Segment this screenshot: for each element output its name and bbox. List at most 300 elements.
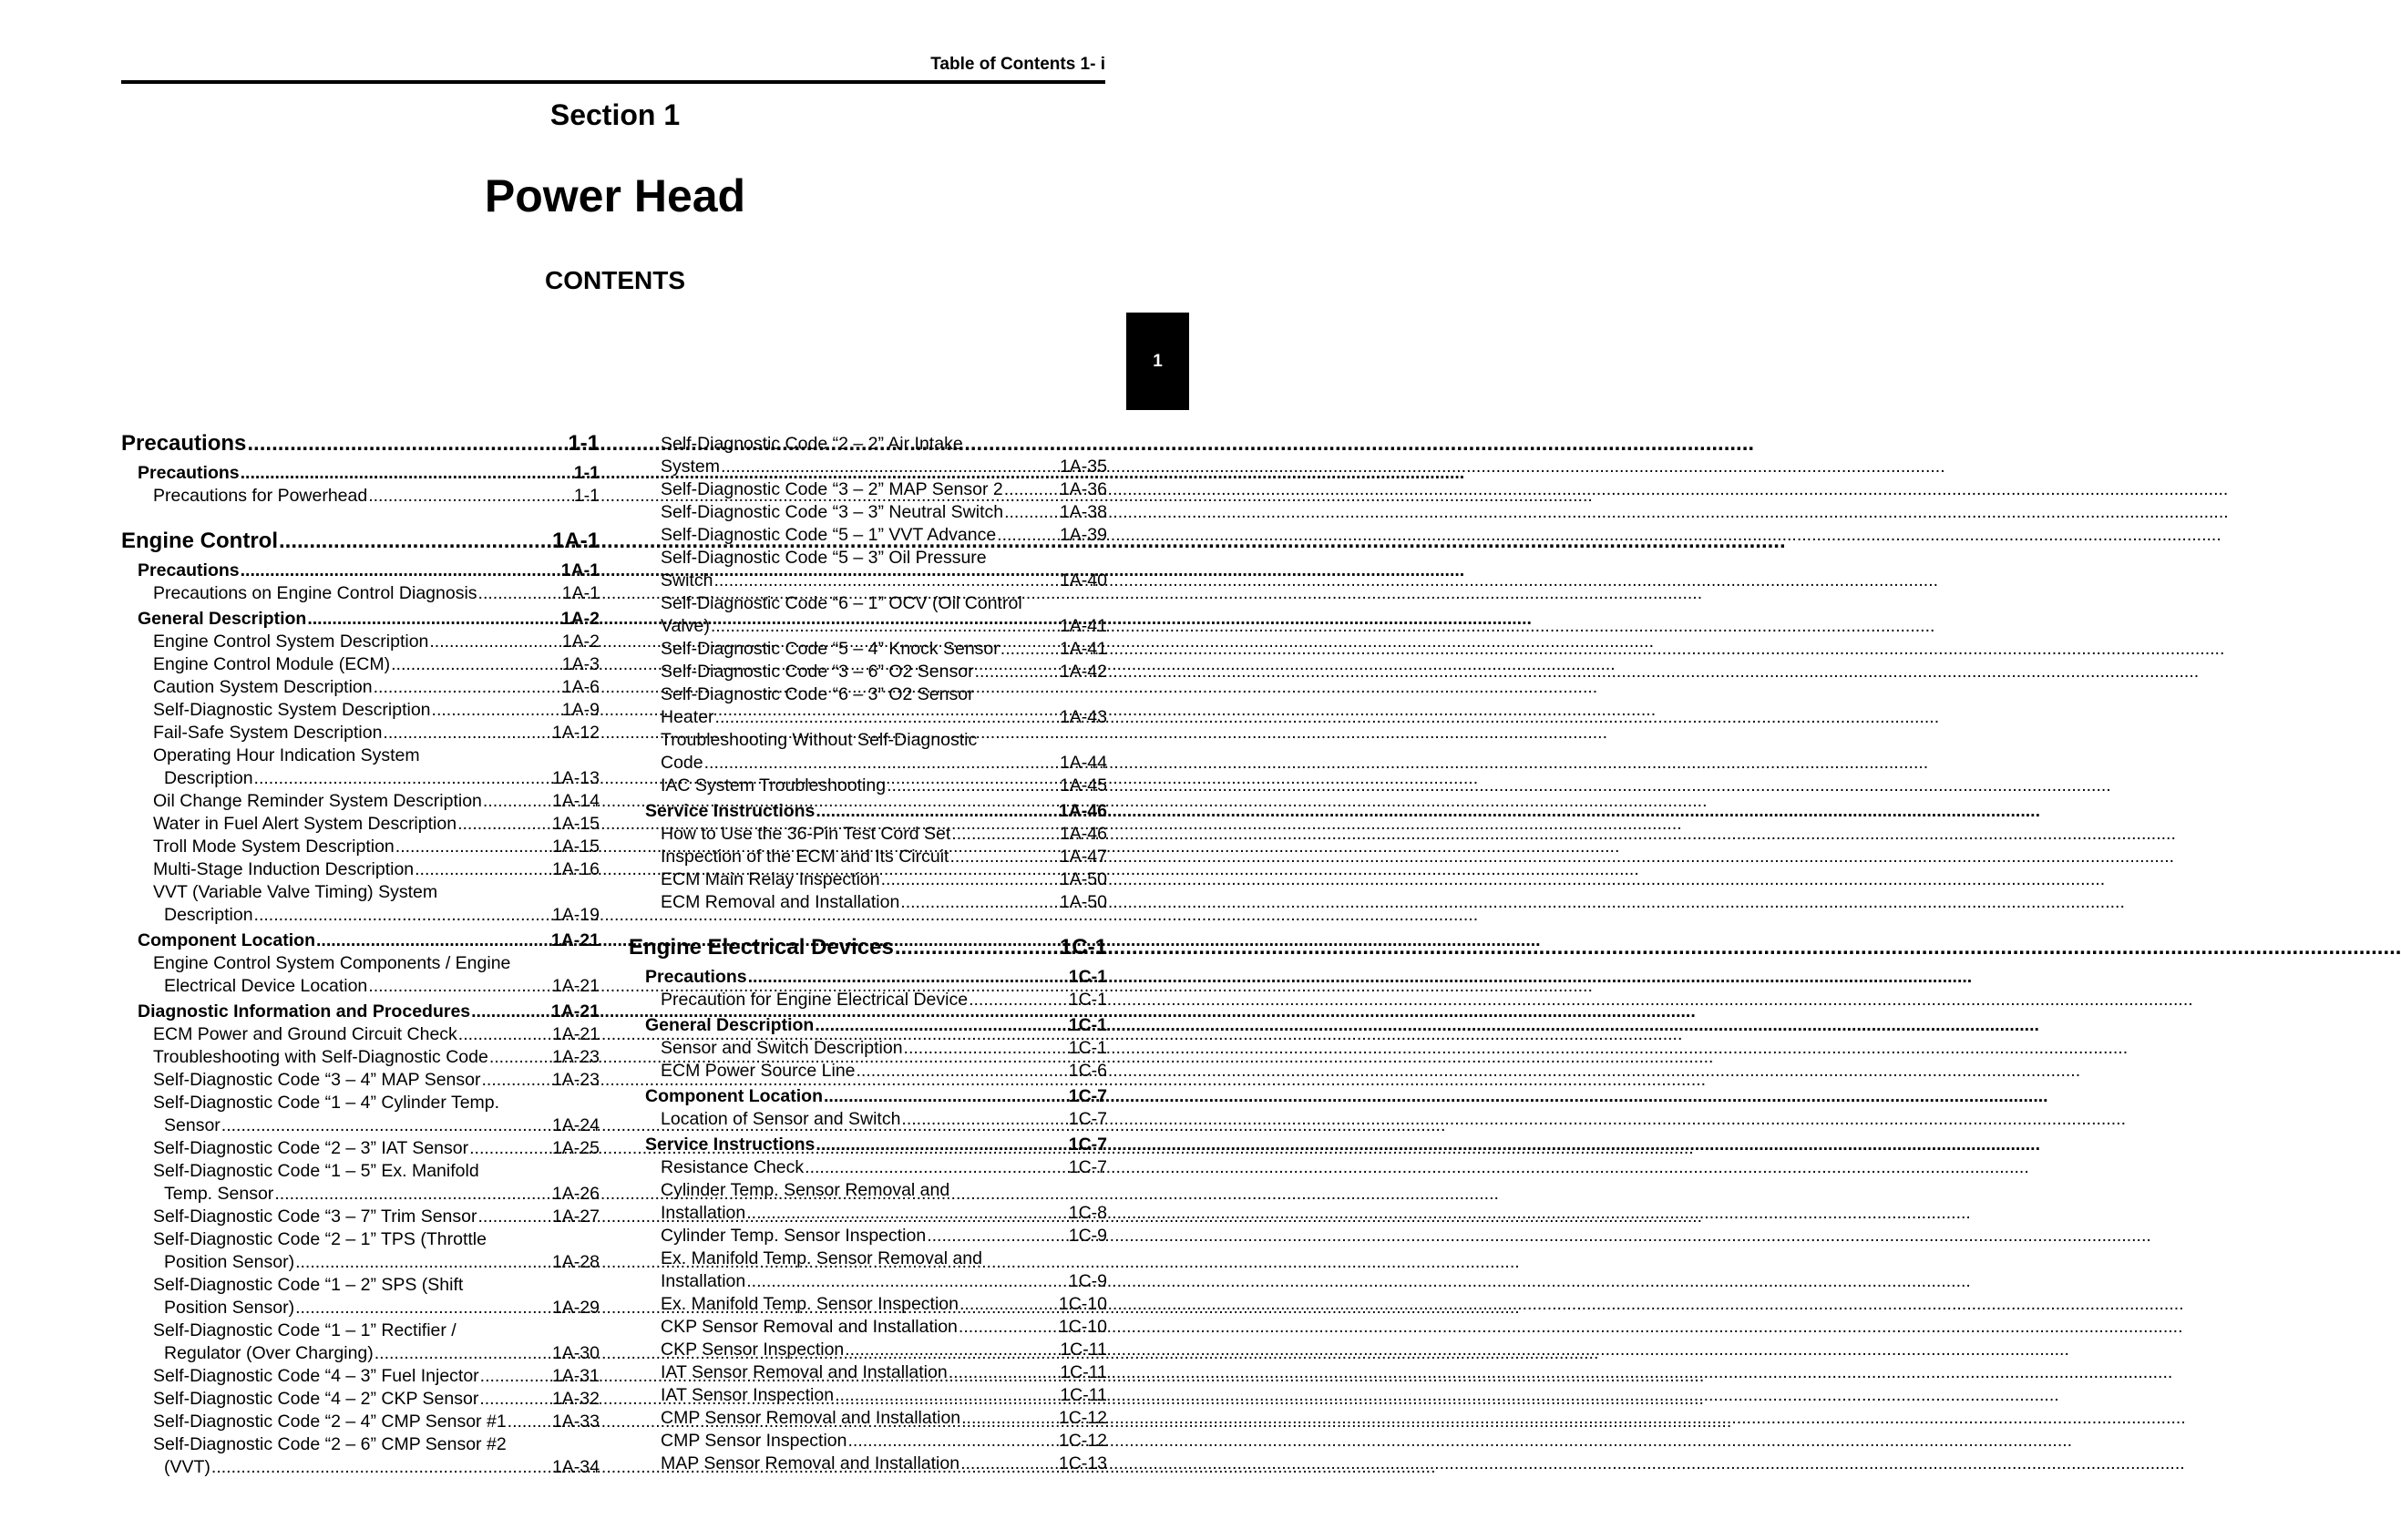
toc-entry-title: Self-Diagnostic Code “1 – 4” Cylinder Temp. xyxy=(153,1093,500,1113)
contents-heading: CONTENTS xyxy=(545,266,685,294)
toc-entry-page: 1A-31 xyxy=(551,1366,600,1386)
toc-entry-title: Inspection of the ECM and Its Circuit xyxy=(661,847,949,867)
toc-entry-page: 1A-46 xyxy=(1058,801,1107,821)
toc-entry-title: Engine Electrical Devices xyxy=(629,935,894,960)
dot-leader xyxy=(844,1339,1060,1361)
toc-entry[interactable] xyxy=(629,1225,1107,1247)
toc-entry[interactable] xyxy=(121,1342,600,1365)
toc-entry-continuation: Switch xyxy=(661,570,713,590)
dot-leader xyxy=(457,813,552,836)
toc-entry-title: ECM Removal and Installation xyxy=(661,892,900,912)
toc-entry[interactable] xyxy=(629,1085,1107,1108)
toc-entry-page: 1A-36 xyxy=(1059,479,1107,499)
toc-entry[interactable] xyxy=(121,631,600,653)
toc-entry[interactable] xyxy=(121,836,600,858)
dot-leader xyxy=(720,456,1060,478)
toc-entry-title: Self-Diagnostic Code “6 – 3” O2 Sensor xyxy=(661,684,974,704)
dot-leader xyxy=(926,1225,1069,1247)
toc-entry-title: Self-Diagnostic Code “4 – 3” Fuel Injector xyxy=(153,1366,479,1386)
dot-leader xyxy=(373,676,562,699)
toc-entry[interactable] xyxy=(629,1014,1107,1037)
dot-leader xyxy=(823,1085,1069,1108)
toc-entry-title: Self-Diagnostic Code “1 – 2” SPS (Shift xyxy=(153,1275,464,1295)
toc-entry[interactable] xyxy=(629,1453,1107,1475)
toc-entry[interactable] xyxy=(629,1407,1107,1430)
dot-leader xyxy=(1003,478,1060,501)
toc-entry-title: Precautions xyxy=(138,463,240,483)
toc-entry-page: 1A-2 xyxy=(561,631,600,652)
toc-entry-page: 1A-33 xyxy=(551,1412,600,1432)
toc-entry-page: 1A-27 xyxy=(551,1206,600,1227)
dot-leader xyxy=(886,775,1060,797)
dot-leader xyxy=(306,608,560,631)
dot-leader xyxy=(246,428,568,459)
toc-entry-page: 1C-1 xyxy=(1068,967,1107,987)
toc-entry-title: Caution System Description xyxy=(153,677,373,697)
toc-entry-continuation: Heater xyxy=(661,707,714,727)
toc-entry[interactable] xyxy=(121,813,600,836)
dot-leader xyxy=(253,767,552,790)
toc-entry-title: Component Location xyxy=(645,1086,823,1106)
toc-entry[interactable] xyxy=(121,1251,600,1274)
section-tab: 1 xyxy=(1126,313,1189,410)
toc-entry-title: Service Instructions xyxy=(645,1134,816,1155)
toc-entry-title: Troubleshooting with Self-Diagnostic Code xyxy=(153,1047,488,1067)
toc-entry-title: Self-Diagnostic Code “3 – 6” O2 Sensor xyxy=(661,662,974,682)
toc-entry[interactable] xyxy=(121,858,600,881)
dot-leader xyxy=(815,800,1058,823)
toc-entry-title: IAT Sensor Removal and Installation xyxy=(661,1362,948,1382)
toc-entry-page: 1C-13 xyxy=(1058,1453,1107,1473)
dot-leader xyxy=(273,1183,552,1206)
toc-entry-title: Self-Diagnostic Code “3 – 3” Neutral Switch xyxy=(661,502,1004,522)
toc-entry[interactable] xyxy=(629,1156,1107,1179)
toc-entry-title: Ex. Manifold Temp. Sensor Inspection xyxy=(661,1294,959,1314)
dot-leader xyxy=(479,1365,552,1388)
toc-entry[interactable] xyxy=(121,929,600,952)
toc-entry[interactable] xyxy=(121,653,600,676)
toc-entry-title: Fail-Safe System Description xyxy=(153,723,383,743)
toc-entry-page: 1A-23 xyxy=(551,1047,600,1067)
dot-leader xyxy=(974,661,1060,683)
dot-leader xyxy=(482,790,552,813)
dot-leader xyxy=(958,1316,1059,1339)
dot-leader xyxy=(240,462,574,485)
dot-leader xyxy=(834,1384,1060,1407)
toc-entry-title: Self-Diagnostic Code “5 – 3” Oil Pressure xyxy=(661,548,987,568)
toc-entry-page: 1C-1 xyxy=(1068,1038,1107,1058)
dot-leader xyxy=(714,706,1060,729)
dot-leader xyxy=(480,1069,551,1092)
toc-entry-page: 1A-38 xyxy=(1059,502,1107,522)
toc-entry-continuation: Installation xyxy=(661,1271,746,1291)
toc-entry-title: Self-Diagnostic Code “3 – 7” Trim Sensor xyxy=(153,1206,477,1227)
toc-entry-page: 1A-21 xyxy=(551,976,600,996)
toc-entry-page: 1A-19 xyxy=(551,905,600,925)
toc-entry-title: CMP Sensor Removal and Installation xyxy=(661,1408,961,1428)
toc-entry-page: 1A-39 xyxy=(1059,525,1107,545)
toc-entry[interactable] xyxy=(121,1001,600,1023)
toc-entry-page: 1A-26 xyxy=(551,1184,600,1204)
toc-entry-title: Water in Fuel Alert System Description xyxy=(153,814,457,834)
toc-entry[interactable] xyxy=(121,1023,600,1046)
dot-leader xyxy=(477,1206,551,1228)
toc-entry-title: Ex. Manifold Temp. Sensor Removal and xyxy=(661,1248,982,1268)
toc-entry-continuation: Position Sensor) xyxy=(164,1252,295,1272)
toc-entry[interactable] xyxy=(121,1456,600,1479)
toc-entry-continuation: Temp. Sensor xyxy=(164,1184,274,1204)
toc-entry-title: Self-Diagnostic Code “2 – 1” TPS (Throttle xyxy=(153,1229,487,1249)
header-rule xyxy=(121,80,1105,84)
toc-entry[interactable] xyxy=(629,1060,1107,1083)
toc-entry-title: Precautions on Engine Control Diagnosis xyxy=(153,583,477,603)
dot-leader xyxy=(950,823,1060,846)
toc-entry-title: Troll Mode System Description xyxy=(153,837,395,857)
toc-entry-title: Precautions xyxy=(138,560,240,580)
toc-entry[interactable] xyxy=(629,1202,1107,1225)
toc-entry-title: Resistance Check xyxy=(661,1157,805,1177)
toc-entry[interactable] xyxy=(121,485,600,508)
toc-entry-page: 1A-41 xyxy=(1059,639,1107,659)
toc-entry-continuation: Position Sensor) xyxy=(164,1298,295,1318)
toc-entry-page: 1C-11 xyxy=(1060,1385,1107,1405)
toc-entry-page: 1A-23 xyxy=(551,1070,600,1090)
toc-entry-title: Engine Control Module (ECM) xyxy=(153,654,391,674)
dot-leader xyxy=(468,1137,552,1160)
toc-entry-page: 1C-10 xyxy=(1058,1294,1107,1314)
toc-entry-page: 1C-12 xyxy=(1058,1408,1107,1428)
toc-entry-page: 1A-1 xyxy=(560,560,600,580)
toc-entry-page: 1A-16 xyxy=(551,859,600,879)
dot-leader xyxy=(804,1156,1069,1179)
toc-entry-continuation: Valve) xyxy=(661,616,710,636)
toc-entry-page: 1C-11 xyxy=(1060,1362,1107,1382)
toc-entry-title: Location of Sensor and Switch xyxy=(661,1109,901,1129)
toc-entry[interactable] xyxy=(629,1293,1107,1316)
toc-entry[interactable] xyxy=(121,428,600,459)
toc-entry[interactable] xyxy=(121,1297,600,1319)
toc-entry[interactable] xyxy=(121,1114,600,1137)
toc-entry-title: Engine Control xyxy=(121,529,278,553)
toc-entry-continuation: Sensor xyxy=(164,1115,221,1135)
dot-leader xyxy=(903,1037,1069,1060)
toc-entry[interactable] xyxy=(121,582,600,605)
toc-entry[interactable] xyxy=(629,775,1107,797)
toc-entry[interactable] xyxy=(629,1339,1107,1361)
toc-entry[interactable] xyxy=(121,1183,600,1206)
toc-entry[interactable] xyxy=(629,823,1107,846)
toc-entry-title: IAT Sensor Inspection xyxy=(661,1385,835,1405)
toc-entry[interactable] xyxy=(629,1361,1107,1384)
toc-entry-page: 1C-9 xyxy=(1068,1226,1107,1246)
dot-leader xyxy=(948,1361,1061,1384)
toc-entry[interactable] xyxy=(629,989,1107,1011)
dot-leader xyxy=(703,752,1060,775)
toc-entry-page: 1C-7 xyxy=(1068,1109,1107,1129)
toc-entry[interactable] xyxy=(629,501,1107,524)
toc-entry-title: Precaution for Engine Electrical Device xyxy=(661,990,969,1010)
dot-leader xyxy=(253,904,552,927)
toc-entry[interactable] xyxy=(629,638,1107,661)
dot-leader xyxy=(814,1014,1068,1037)
toc-entry-page: 1A-41 xyxy=(1059,616,1107,636)
toc-entry[interactable] xyxy=(629,800,1107,823)
toc-entry-title: Precautions xyxy=(645,967,747,987)
toc-entry[interactable] xyxy=(629,891,1107,914)
toc-entry-title: ECM Main Relay Inspection xyxy=(661,869,880,889)
toc-entry[interactable] xyxy=(629,706,1107,729)
toc-entry[interactable] xyxy=(629,1270,1107,1293)
toc-entry-page: 1A-9 xyxy=(561,700,600,720)
dot-leader xyxy=(959,1453,1059,1475)
toc-entry[interactable] xyxy=(629,570,1107,592)
toc-entry-page: 1A-28 xyxy=(551,1252,600,1272)
section-title: Power Head xyxy=(484,170,746,221)
toc-entry-page: 1C-7 xyxy=(1068,1086,1107,1106)
toc-entry-title: CMP Sensor Inspection xyxy=(661,1431,847,1451)
dot-leader xyxy=(294,1297,552,1319)
dot-leader xyxy=(1003,501,1060,524)
dot-leader xyxy=(713,570,1060,592)
dot-leader xyxy=(478,1388,552,1411)
toc-entry-page: 1-1 xyxy=(568,431,600,456)
dot-leader xyxy=(960,1407,1059,1430)
toc-entry-title: Self-Diagnostic Code “2 – 3” IAT Sensor xyxy=(153,1138,469,1158)
section-label: Section 1 xyxy=(549,98,681,131)
toc-entry-title: Engine Control System Components / Engine xyxy=(153,953,511,973)
dot-leader xyxy=(959,1293,1059,1316)
toc-entry-title: Service Instructions xyxy=(645,801,816,821)
toc-entry-title: Self-Diagnostic Code “1 – 5” Ex. Manifold xyxy=(153,1161,479,1181)
toc-entry-page: 1A-25 xyxy=(551,1138,600,1158)
toc-entry-page: 1C-9 xyxy=(1068,1271,1107,1291)
toc-entry-page: 1C-1 xyxy=(1059,935,1107,960)
toc-entry[interactable] xyxy=(121,975,600,998)
toc-entry[interactable] xyxy=(629,1134,1107,1156)
toc-entry-page: 1A-13 xyxy=(551,768,600,788)
toc-entry-page: 1C-7 xyxy=(1068,1134,1107,1155)
dot-leader xyxy=(847,1430,1059,1453)
toc-entry-title: ECM Power Source Line xyxy=(661,1061,856,1081)
toc-entry-title: Troubleshooting Without Self-Diagnostic xyxy=(661,730,978,750)
dot-leader xyxy=(949,846,1059,868)
toc-entry-title: Component Location xyxy=(138,930,315,950)
toc-entry-title: Engine Control System Description xyxy=(153,631,429,652)
toc-entry[interactable] xyxy=(629,752,1107,775)
toc-entry[interactable] xyxy=(629,868,1107,891)
toc-entry-page: 1C-6 xyxy=(1068,1061,1107,1081)
dot-leader xyxy=(457,1023,552,1046)
toc-entry-page: 1A-24 xyxy=(551,1115,600,1135)
toc-entry-title: VVT (Variable Valve Timing) System xyxy=(153,882,438,902)
toc-entry-title: Self-Diagnostic Code “5 – 4” Knock Sensor xyxy=(661,639,1000,659)
toc-entry[interactable] xyxy=(121,462,600,485)
toc-entry-page: 1A-21 xyxy=(551,1024,600,1044)
toc-entry-page: 1A-6 xyxy=(561,677,600,697)
toc-entry-page: 1A-46 xyxy=(1059,824,1107,844)
toc-entry-page: 1A-44 xyxy=(1059,753,1107,773)
dot-leader xyxy=(414,858,552,881)
dot-leader xyxy=(431,699,562,722)
toc-entry-page: 1A-42 xyxy=(1059,662,1107,682)
toc-entry-title: Self-Diagnostic Code “3 – 2” MAP Sensor 2 xyxy=(661,479,1003,499)
dot-leader xyxy=(747,966,1069,989)
toc-entry[interactable] xyxy=(629,1384,1107,1407)
toc-entry-page: 1A-50 xyxy=(1059,892,1107,912)
dot-leader xyxy=(710,615,1060,638)
toc-entry-page: 1A-43 xyxy=(1059,707,1107,727)
toc-entry-page: 1A-12 xyxy=(551,723,600,743)
toc-entry-page: 1A-3 xyxy=(561,654,600,674)
dot-leader xyxy=(900,1108,1068,1131)
dot-leader xyxy=(507,1411,552,1433)
toc-entry-page: 1A-45 xyxy=(1059,775,1107,796)
toc-entry[interactable] xyxy=(121,1388,600,1411)
dot-leader xyxy=(278,526,552,557)
toc-entry[interactable] xyxy=(121,526,600,557)
toc-entry-title: Cylinder Temp. Sensor Removal and xyxy=(661,1180,950,1200)
toc-entry[interactable] xyxy=(121,1206,600,1228)
dot-leader xyxy=(315,929,551,952)
toc-entry[interactable] xyxy=(121,767,600,790)
toc-entry[interactable] xyxy=(629,932,1107,963)
toc-entry[interactable] xyxy=(121,1137,600,1160)
toc-entry-title: Self-Diagnostic System Description xyxy=(153,700,431,720)
toc-entry[interactable] xyxy=(629,1108,1107,1131)
toc-entry[interactable] xyxy=(629,966,1107,989)
toc-entry-title: ECM Power and Ground Circuit Check xyxy=(153,1024,457,1044)
toc-entry-title: Oil Change Reminder System Description xyxy=(153,791,482,811)
toc-entry[interactable] xyxy=(121,560,600,582)
toc-entry[interactable] xyxy=(121,904,600,927)
dot-leader xyxy=(382,722,552,744)
toc-entry[interactable] xyxy=(121,790,600,813)
toc-entry-page: 1A-1 xyxy=(561,583,600,603)
dot-leader xyxy=(968,989,1069,1011)
toc-entry-title: Multi-Stage Induction Description xyxy=(153,859,415,879)
toc-entry[interactable] xyxy=(629,1430,1107,1453)
toc-entry[interactable] xyxy=(121,1411,600,1433)
toc-entry[interactable] xyxy=(121,699,600,722)
dot-leader xyxy=(367,485,574,508)
dot-leader xyxy=(880,868,1060,891)
dot-leader xyxy=(745,1202,1068,1225)
toc-entry-page: 1-1 xyxy=(573,463,600,483)
toc-entry-title: Self-Diagnostic Code “1 – 1” Rectifier / xyxy=(153,1320,457,1340)
toc-entry-title: Self-Diagnostic Code “5 – 1” VVT Advance xyxy=(661,525,997,545)
toc-entry-continuation: Regulator (Over Charging) xyxy=(164,1343,374,1363)
toc-entry[interactable] xyxy=(629,478,1107,501)
toc-entry-title: Diagnostic Information and Procedures xyxy=(138,1001,471,1022)
toc-entry-page: 1A-40 xyxy=(1059,570,1107,590)
dot-leader xyxy=(395,836,552,858)
dot-leader xyxy=(210,1456,552,1479)
dot-leader xyxy=(894,932,1060,963)
toc-entry-page: 1C-11 xyxy=(1060,1340,1107,1360)
toc-entry[interactable] xyxy=(121,676,600,699)
toc-entry-title: Self-Diagnostic Code “6 – 1” OCV (Oil Control xyxy=(661,593,1022,613)
toc-entry[interactable] xyxy=(121,1069,600,1092)
dot-leader xyxy=(815,1134,1068,1156)
dot-leader xyxy=(477,582,562,605)
toc-entry[interactable] xyxy=(121,722,600,744)
page-header: Table of Contents 1- i xyxy=(930,55,1105,74)
toc-entry-title: Self-Diagnostic Code “3 – 4” MAP Sensor xyxy=(153,1070,481,1090)
dot-leader xyxy=(390,653,562,676)
toc-entry[interactable] xyxy=(629,1037,1107,1060)
dot-leader xyxy=(488,1046,552,1069)
toc-entry-title: Self-Diagnostic Code “2 – 4” CMP Sensor #1 xyxy=(153,1412,507,1432)
toc-entry-continuation: Code xyxy=(661,753,703,773)
toc-entry-title: General Description xyxy=(138,609,307,629)
toc-entry-title: Operating Hour Indication System xyxy=(153,745,420,765)
toc-entry[interactable] xyxy=(121,1046,600,1069)
toc-entry-title: Precautions for Powerhead xyxy=(153,486,368,506)
toc-entry-page: 1C-10 xyxy=(1058,1317,1107,1337)
dot-leader xyxy=(745,1270,1068,1293)
dot-leader xyxy=(1000,638,1060,661)
toc-entry-title: How to Use the 36-Pin Test Cord Set xyxy=(661,824,951,844)
dot-leader xyxy=(294,1251,552,1274)
toc-entry-page: 1A-35 xyxy=(1059,457,1107,477)
toc-entry-page: 1A-21 xyxy=(550,930,600,950)
dot-leader xyxy=(856,1060,1069,1083)
toc-entry-page: 1C-7 xyxy=(1068,1157,1107,1177)
toc-entry-title: Self-Diagnostic Code “2 – 6” CMP Sensor #2 xyxy=(153,1434,507,1454)
toc-entry-title: Sensor and Switch Description xyxy=(661,1038,903,1058)
toc-entry-continuation: Electrical Device Location xyxy=(164,976,368,996)
toc-entry-page: 1A-32 xyxy=(551,1389,600,1409)
toc-entry-page: 1-1 xyxy=(573,486,600,506)
toc-entry-page: 1A-34 xyxy=(551,1457,600,1477)
dot-leader xyxy=(899,891,1060,914)
toc-entry-title: General Description xyxy=(645,1015,815,1035)
toc-entry[interactable] xyxy=(629,615,1107,638)
toc-entry[interactable] xyxy=(629,456,1107,478)
toc-entry-continuation: Description xyxy=(164,768,253,788)
toc-entry[interactable] xyxy=(629,846,1107,868)
toc-entry-page: 1C-1 xyxy=(1068,1015,1107,1035)
toc-entry-title: Precautions xyxy=(121,431,247,456)
toc-entry-continuation: Description xyxy=(164,905,253,925)
toc-entry[interactable] xyxy=(121,1365,600,1388)
toc-entry-title: Self-Diagnostic Code “2 – 2” Air Intake xyxy=(661,434,963,454)
toc-entry-page: 1A-30 xyxy=(551,1343,600,1363)
toc-entry[interactable] xyxy=(629,524,1107,547)
toc-entry-continuation: Installation xyxy=(661,1203,746,1223)
toc-entry-page: 1A-50 xyxy=(1059,869,1107,889)
toc-entry[interactable] xyxy=(629,661,1107,683)
toc-entry[interactable] xyxy=(121,608,600,631)
toc-entry-page: 1A-2 xyxy=(560,609,600,629)
toc-entry-page: 1A-29 xyxy=(551,1298,600,1318)
toc-left-column xyxy=(121,428,600,1479)
toc-entry[interactable] xyxy=(629,1316,1107,1339)
toc-entry-continuation: System xyxy=(661,457,721,477)
toc-entry-page: 1A-15 xyxy=(551,814,600,834)
toc-entry-title: MAP Sensor Removal and Installation xyxy=(661,1453,960,1473)
dot-leader xyxy=(221,1114,552,1137)
toc-entry-page: 1A-15 xyxy=(551,837,600,857)
toc-entry-title: Cylinder Temp. Sensor Inspection xyxy=(661,1226,927,1246)
toc-entry-title: Self-Diagnostic Code “4 – 2” CKP Sensor xyxy=(153,1389,479,1409)
toc-entry-title: IAC System Troubleshooting xyxy=(661,775,887,796)
toc-entry-title: CKP Sensor Removal and Installation xyxy=(661,1317,958,1337)
toc-entry-page: 1C-1 xyxy=(1068,990,1107,1010)
toc-entry-title: CKP Sensor Inspection xyxy=(661,1340,845,1360)
dot-leader xyxy=(996,524,1060,547)
dot-leader xyxy=(367,975,552,998)
